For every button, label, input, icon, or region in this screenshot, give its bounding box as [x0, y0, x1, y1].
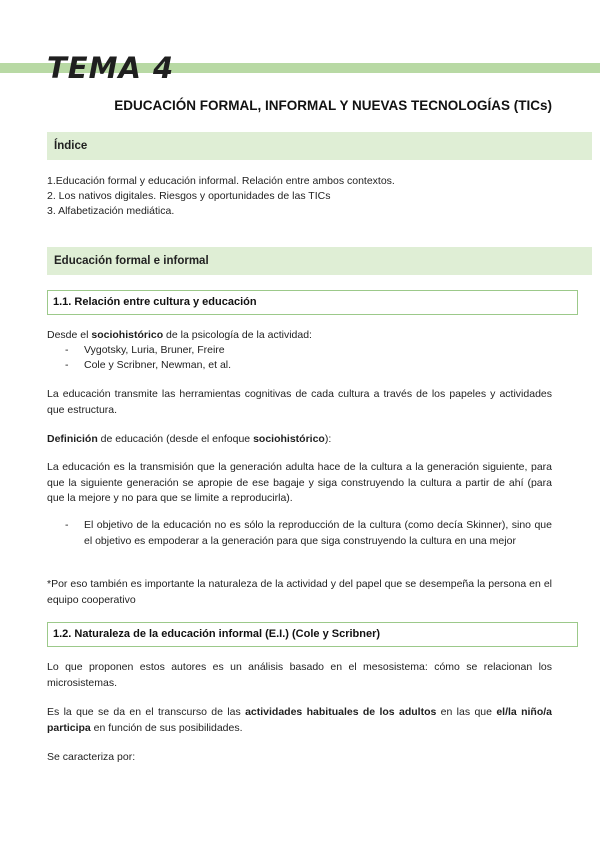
objective-bullet: El objetivo de la educación no es sólo la reproducción de la cultura (como decía Skinner), sino que el objetivo es empoderar a la generación para que siga construyendo la cultura en una mejor [84, 519, 552, 547]
document-subtitle: EDUCACIÓN FORMAL, INFORMAL Y NUEVAS TECNOLOGÍAS (TICs) [114, 98, 552, 113]
authors-item-2: Cole y Scribner, Newman, et al. [84, 359, 232, 371]
education-transmits-paragraph: La educación transmite las herramientas cognitivas de cada cultura a través de los papeles y actividades que estructura. [47, 388, 552, 416]
index-heading: Índice [47, 132, 592, 160]
dash-marker: - [65, 359, 69, 371]
index-item-3: 3. Alfabetización mediática. [47, 205, 175, 217]
definition-paragraph: La educación es la transmisión que la generación adulta hace de la cultura a la generación siguiente, para que la siguiente generación se apropie de ese bagaje y siga construyendo la cultura a partir de ahí (para que la mejore y no para que se limite a reproducirla). [47, 461, 552, 504]
tema-title: TEMA 4 [47, 51, 175, 85]
section-heading: Educación formal e informal [47, 247, 592, 275]
definition-line: Definición de educación (desde el enfoque sociohistórico): [47, 433, 332, 445]
dash-marker: - [65, 519, 69, 531]
informal-education-paragraph: Es la que se da en el transcurso de las actividades habituales de los adultos en las que el/la niño/a participa en función de sus posibilidades. [47, 706, 552, 734]
dash-marker: - [65, 344, 69, 356]
sociohistorico-intro: Desde el sociohistórico de la psicología de la actividad: [47, 329, 312, 341]
note-paragraph: *Por eso también es importante la naturaleza de la actividad y del papel que se desempeña la persona en el equipo cooperativo [47, 578, 552, 606]
authors-item-1: Vygotsky, Luria, Bruner, Freire [84, 344, 225, 356]
subsection-1-2-heading: 1.2. Naturaleza de la educación informal (E.I.) (Cole y Scribner) [47, 622, 578, 647]
subsection-1-1-heading: 1.1. Relación entre cultura y educación [47, 290, 578, 315]
index-item-1: 1.Educación formal y educación informal. Relación entre ambos contextos. [47, 175, 395, 187]
characterized-by-line: Se caracteriza por: [47, 751, 136, 763]
mesosystem-paragraph: Lo que proponen estos autores es un análisis basado en el mesosistema: cómo se relacionan los microsistemas. [47, 661, 552, 689]
index-item-2: 2. Los nativos digitales. Riesgos y oportunidades de las TICs [47, 190, 331, 202]
